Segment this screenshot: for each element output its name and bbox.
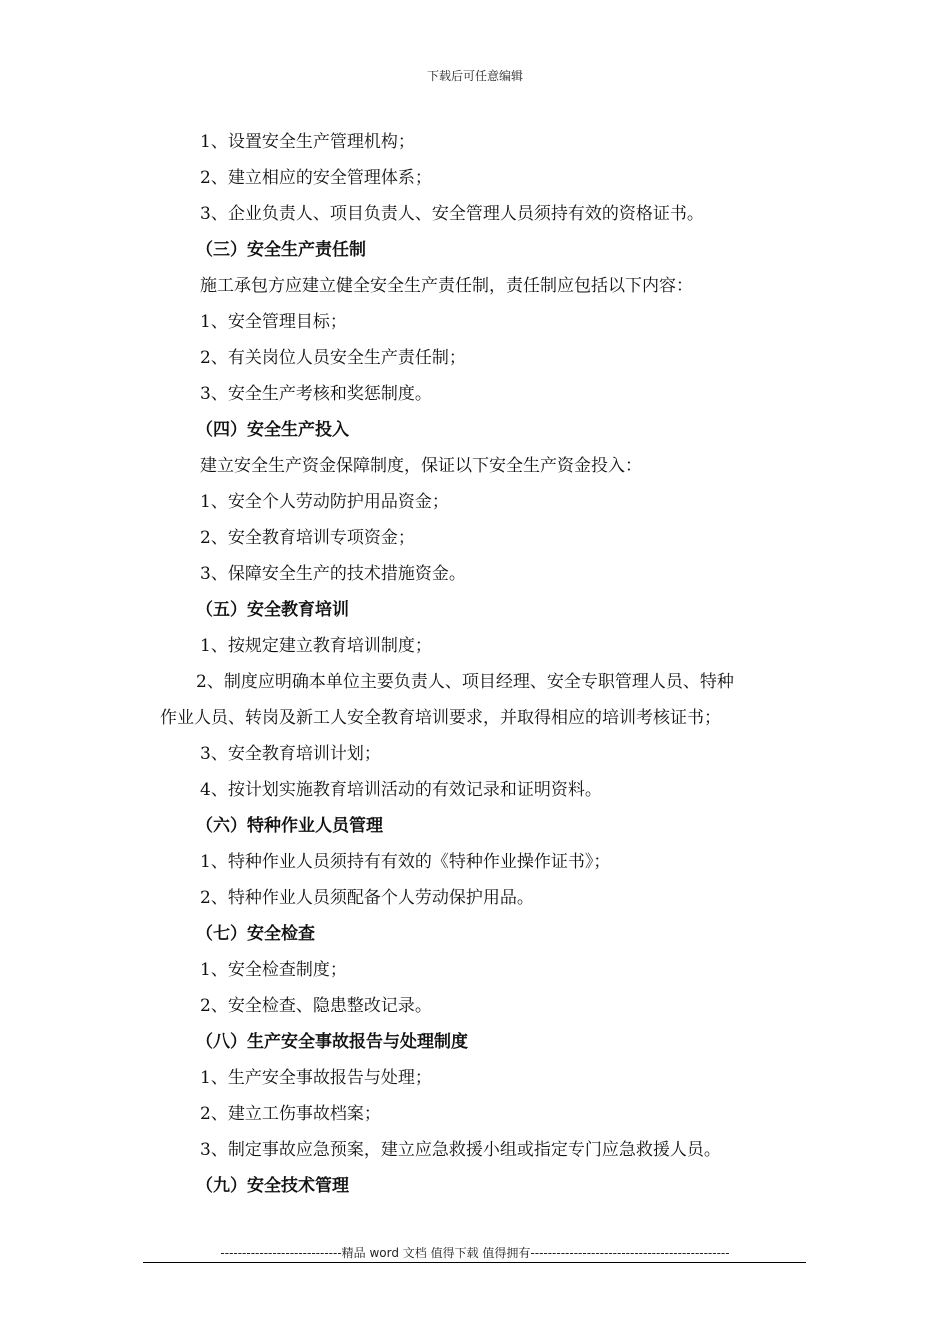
section-heading: （八）生产安全事故报告与处理制度 bbox=[196, 1032, 468, 1052]
page-footer: ----------------------------精品 word 文档 值得下载 值得拥有---------------------------------------------- bbox=[220, 1246, 730, 1260]
paragraph: 3、保障安全生产的技术措施资金。 bbox=[200, 564, 466, 584]
paragraph: 2、特种作业人员须配备个人劳动保护用品。 bbox=[200, 888, 534, 908]
paragraph: 1、生产安全事故报告与处理； bbox=[200, 1068, 432, 1088]
paragraph: 建立安全生产资金保障制度，保证以下安全生产资金投入： bbox=[200, 456, 642, 476]
paragraph: 3、安全教育培训计划； bbox=[200, 744, 381, 764]
paragraph: 3、制定事故应急预案，建立应急救援小组或指定专门应急救援人员。 bbox=[200, 1140, 721, 1160]
paragraph: 4、按计划实施教育培训活动的有效记录和证明资料。 bbox=[200, 780, 602, 800]
paragraph-continuation: 作业人员、转岗及新工人安全教育培训要求，并取得相应的培训考核证书； bbox=[160, 708, 721, 728]
paragraph: 3、安全生产考核和奖惩制度。 bbox=[200, 384, 432, 404]
section-heading: （七）安全检查 bbox=[196, 924, 315, 944]
paragraph: 2、建立工伤事故档案； bbox=[200, 1104, 381, 1124]
paragraph: 1、安全个人劳动防护用品资金； bbox=[200, 492, 449, 512]
paragraph: 1、安全管理目标； bbox=[200, 312, 347, 332]
paragraph: 1、安全检查制度； bbox=[200, 960, 347, 980]
footer-divider bbox=[143, 1262, 806, 1263]
section-heading: （三）安全生产责任制 bbox=[196, 240, 366, 260]
paragraph: 2、制度应明确本单位主要负责人、项目经理、安全专职管理人员、特种 bbox=[196, 672, 734, 692]
paragraph: 2、安全检查、隐患整改记录。 bbox=[200, 996, 432, 1016]
paragraph: 2、有关岗位人员安全生产责任制； bbox=[200, 348, 466, 368]
paragraph: 施工承包方应建立健全安全生产责任制，责任制应包括以下内容： bbox=[200, 276, 693, 296]
paragraph: 3、企业负责人、项目负责人、安全管理人员须持有效的资格证书。 bbox=[200, 204, 704, 224]
page-header: 下载后可任意编辑 bbox=[426, 69, 523, 83]
paragraph: 1、设置安全生产管理机构； bbox=[200, 132, 415, 152]
section-heading: （六）特种作业人员管理 bbox=[196, 816, 383, 836]
paragraph: 1、特种作业人员须持有有效的《特种作业操作证书》； bbox=[200, 852, 611, 872]
document-body bbox=[160, 124, 810, 1204]
section-heading: （九）安全技术管理 bbox=[196, 1176, 349, 1196]
paragraph: 2、建立相应的安全管理体系； bbox=[200, 168, 432, 188]
paragraph: 2、安全教育培训专项资金； bbox=[200, 528, 415, 548]
section-heading: （四）安全生产投入 bbox=[196, 420, 349, 440]
paragraph: 1、按规定建立教育培训制度； bbox=[200, 636, 432, 656]
section-heading: （五）安全教育培训 bbox=[196, 600, 349, 620]
